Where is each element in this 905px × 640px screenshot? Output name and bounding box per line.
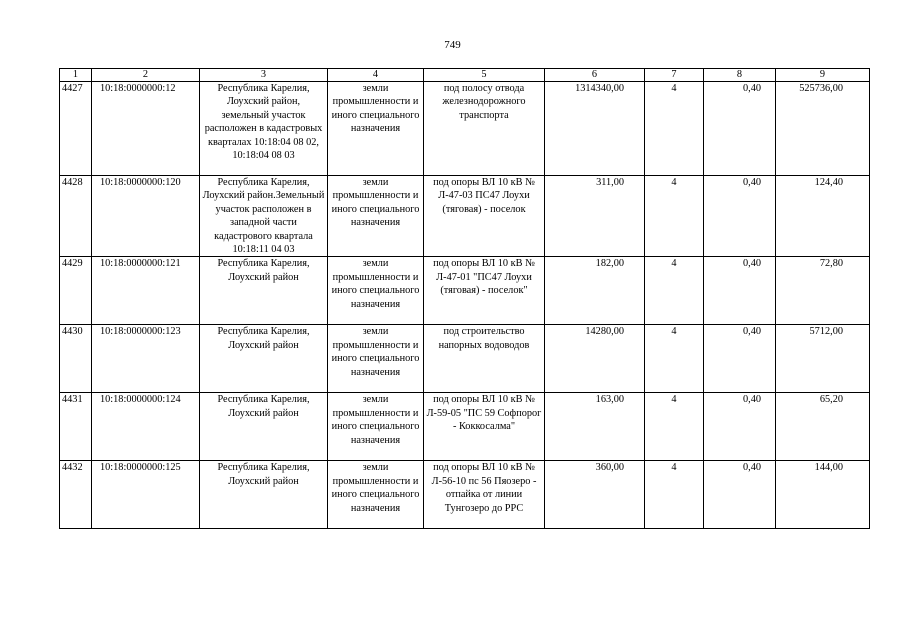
cell-area: 182,00 <box>545 257 645 325</box>
cell-area: 163,00 <box>545 393 645 461</box>
cell-cadastral-number: 10:18:0000000:121 <box>92 257 200 325</box>
cell-total: 124,40 <box>776 176 870 257</box>
cell-cadastral-number: 10:18:0000000:124 <box>92 393 200 461</box>
header-col-4: 4 <box>328 69 424 82</box>
cell-col-7: 4 <box>645 461 704 529</box>
cell-land-category: земли промышленности и иного специального назначения <box>328 325 424 393</box>
cell-col-7: 4 <box>645 82 704 176</box>
cell-permitted-use: под опоры ВЛ 10 кВ № Л-56-10 пс 56 Пяозеро - отпайка от линии Тунгозеро до РРС <box>424 461 545 529</box>
cell-permitted-use: под полосу отвода железнодорожного транспорта <box>424 82 545 176</box>
cell-location: Республика Карелия, Лоухский район <box>200 325 328 393</box>
cell-total: 144,00 <box>776 461 870 529</box>
header-col-8: 8 <box>704 69 776 82</box>
cell-rate: 0,40 <box>704 176 776 257</box>
cell-area: 1314340,00 <box>545 82 645 176</box>
cell-total: 525736,00 <box>776 82 870 176</box>
cell-area: 14280,00 <box>545 325 645 393</box>
page-number: 749 <box>444 39 461 51</box>
cell-location: Республика Карелия, Лоухский район <box>200 461 328 529</box>
cell-land-category: земли промышленности и иного специального назначения <box>328 461 424 529</box>
table-body <box>60 82 870 529</box>
cell-col-7: 4 <box>645 325 704 393</box>
cell-total: 5712,00 <box>776 325 870 393</box>
cell-rate: 0,40 <box>704 82 776 176</box>
cell-rate: 0,40 <box>704 393 776 461</box>
table-row <box>60 325 870 393</box>
cell-col-7: 4 <box>645 257 704 325</box>
cell-location: Республика Карелия, Лоухский район <box>200 393 328 461</box>
cell-row-number: 4430 <box>60 325 92 393</box>
cell-cadastral-number: 10:18:0000000:123 <box>92 325 200 393</box>
table-row <box>60 393 870 461</box>
cell-cadastral-number: 10:18:0000000:125 <box>92 461 200 529</box>
table-header-row <box>60 69 870 82</box>
cell-land-category: земли промышленности и иного специального назначения <box>328 393 424 461</box>
cell-land-category: земли промышленности и иного специального назначения <box>328 257 424 325</box>
header-col-2: 2 <box>92 69 200 82</box>
cell-row-number: 4429 <box>60 257 92 325</box>
header-col-3: 3 <box>200 69 328 82</box>
cell-land-category: земли промышленности и иного специального назначения <box>328 82 424 176</box>
cell-cadastral-number: 10:18:0000000:120 <box>92 176 200 257</box>
cell-rate: 0,40 <box>704 325 776 393</box>
cell-total: 65,20 <box>776 393 870 461</box>
header-col-7: 7 <box>645 69 704 82</box>
cell-area: 360,00 <box>545 461 645 529</box>
cell-col-7: 4 <box>645 393 704 461</box>
cell-permitted-use: под опоры ВЛ 10 кВ № Л-47-03 ПС47 Лоухи (тяговая) - поселок <box>424 176 545 257</box>
header-col-5: 5 <box>424 69 545 82</box>
cell-rate: 0,40 <box>704 257 776 325</box>
cell-permitted-use: под опоры ВЛ 10 кВ № Л-47-01 "ПС47 Лоухи (тяговая) - поселок" <box>424 257 545 325</box>
cell-area: 311,00 <box>545 176 645 257</box>
table-row <box>60 461 870 529</box>
cell-land-category: земли промышленности и иного специального назначения <box>328 176 424 257</box>
cell-cadastral-number: 10:18:0000000:12 <box>92 82 200 176</box>
header-col-6: 6 <box>545 69 645 82</box>
cell-rate: 0,40 <box>704 461 776 529</box>
header-col-9: 9 <box>776 69 870 82</box>
header-col-1: 1 <box>60 69 92 82</box>
table-row <box>60 82 870 176</box>
cell-total: 72,80 <box>776 257 870 325</box>
cell-col-7: 4 <box>645 176 704 257</box>
cell-location: Республика Карелия, Лоухский район.Земельный участок расположен в западной части кадастрового квартала 10:18:11 04 03 <box>200 176 328 257</box>
cell-row-number: 4431 <box>60 393 92 461</box>
cell-row-number: 4427 <box>60 82 92 176</box>
table-row <box>60 257 870 325</box>
table-row <box>60 176 870 257</box>
land-plot-table <box>59 68 870 529</box>
cell-row-number: 4428 <box>60 176 92 257</box>
cell-row-number: 4432 <box>60 461 92 529</box>
cell-permitted-use: под опоры ВЛ 10 кВ № Л-59-05 "ПС 59 Софпорог - Коккосалма" <box>424 393 545 461</box>
cell-location: Республика Карелия, Лоухский район, земельный участок расположен в кадастровых кварталах 10:18:04 08 02, 10:18:04 08 03 <box>200 82 328 176</box>
cell-location: Республика Карелия, Лоухский район <box>200 257 328 325</box>
cell-permitted-use: под строительство напорных водоводов <box>424 325 545 393</box>
